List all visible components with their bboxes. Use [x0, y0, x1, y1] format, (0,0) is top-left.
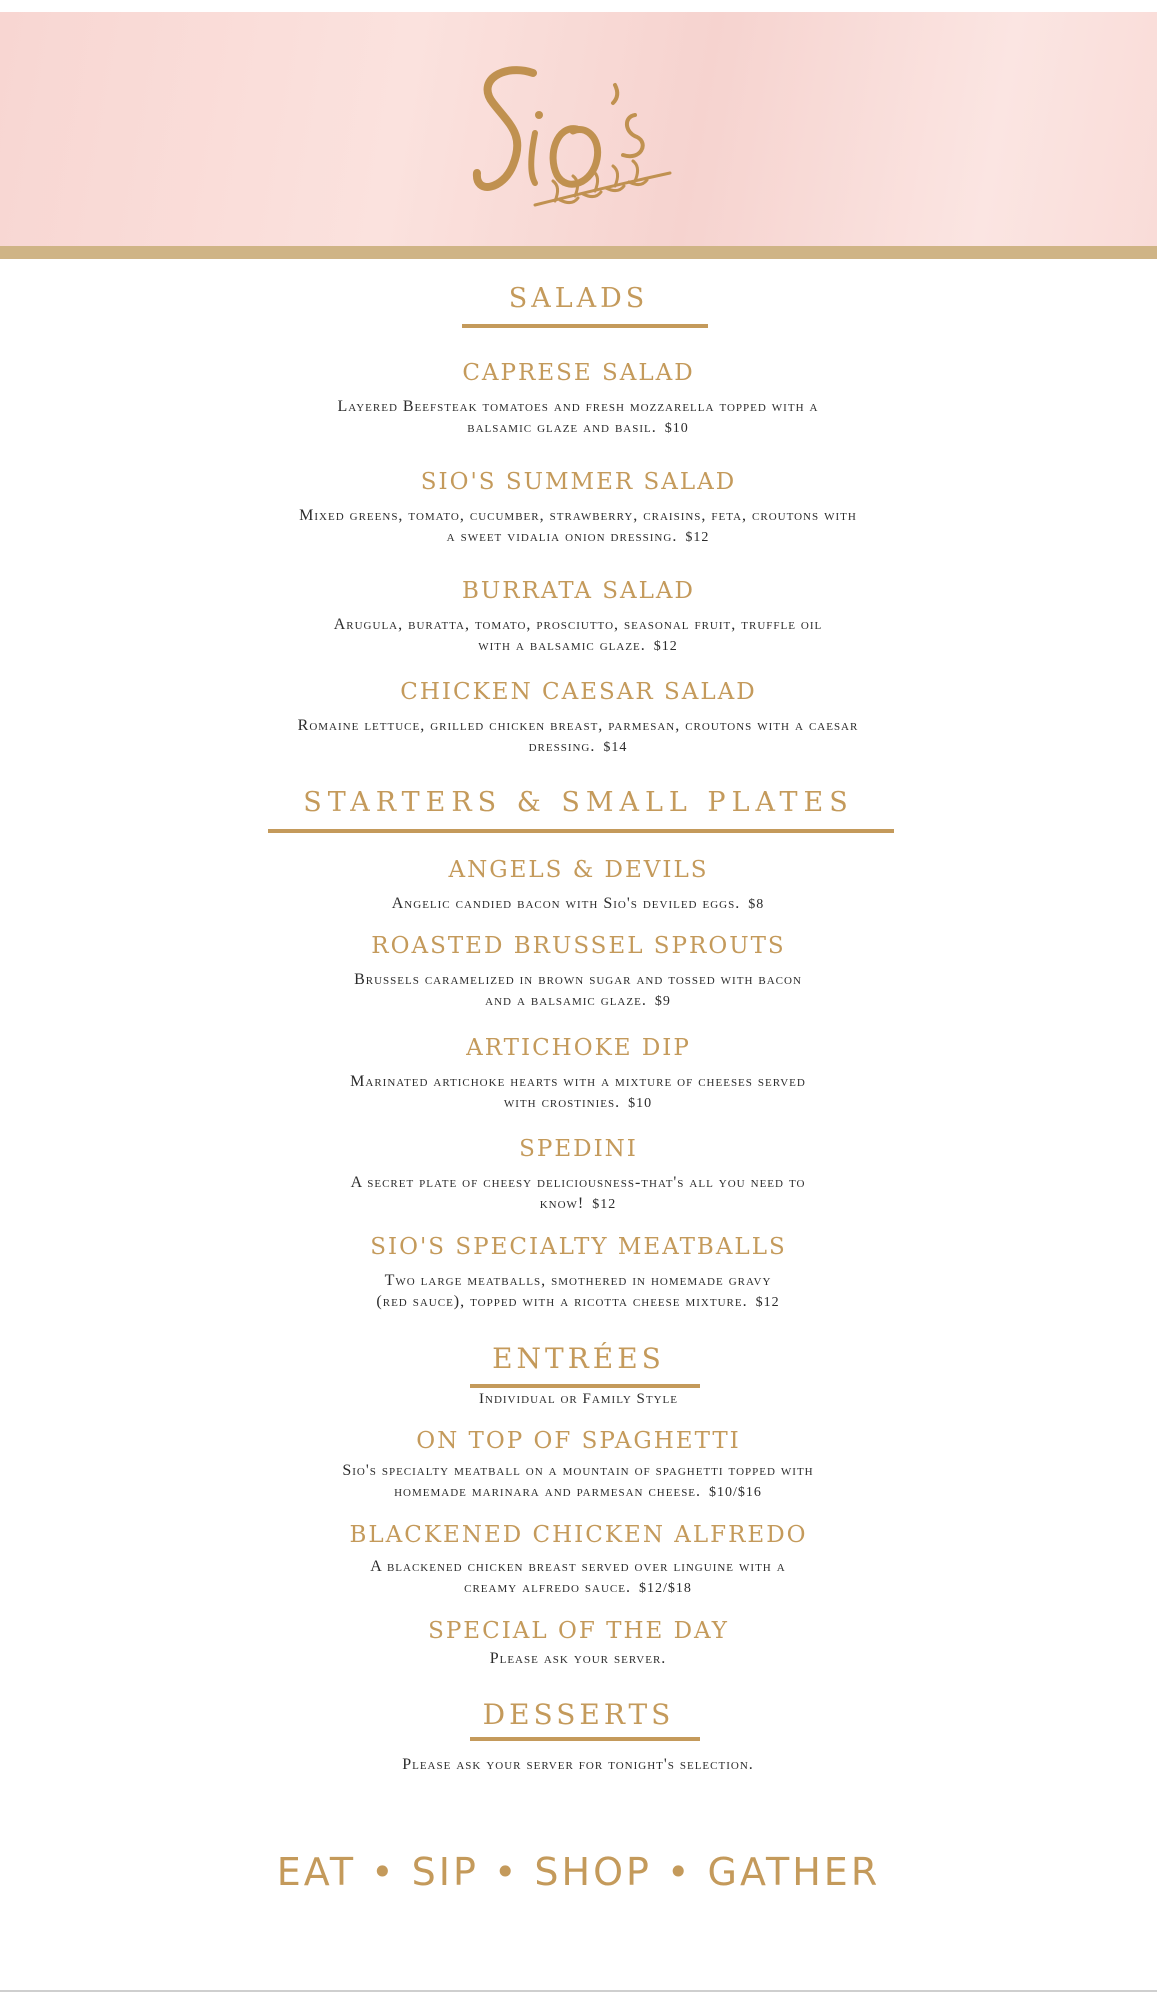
- item-description: Marinated artichoke hearts with a mixture of cheeses served with crostinies. $10: [350, 1073, 806, 1111]
- item-title: ARTICHOKE DIP: [466, 1035, 691, 1061]
- section-rule: [470, 1384, 700, 1388]
- bottom-border: [0, 1990, 1157, 1992]
- item-title: BLACKENED CHICKEN ALFREDO: [349, 1522, 808, 1548]
- section-title-entrees: ENTRÉES: [492, 1342, 665, 1375]
- price: $12/$18: [638, 1581, 692, 1596]
- section-rule: [470, 1737, 700, 1741]
- item-description: Romaine lettuce, grilled chicken breast, parmesan, croutons with a caesar dressing. $14: [297, 717, 859, 755]
- price: $8: [748, 897, 765, 912]
- item-title: BURRATA SALAD: [462, 578, 695, 604]
- item-description: Brussels caramelized in brown sugar and tossed with bacon and a balsamic glaze. $9: [354, 971, 802, 1009]
- item-title: ANGELS & DEVILS: [448, 857, 709, 883]
- sios-logo: [465, 55, 705, 225]
- item-title: CHICKEN CAESAR SALAD: [400, 679, 757, 705]
- item-title: ROASTED BRUSSEL SPROUTS: [371, 933, 786, 959]
- section-title-desserts: DESSERTS: [482, 1698, 675, 1731]
- item-title: SPECIAL OF THE DAY: [428, 1618, 729, 1644]
- item-title: SIO'S SPECIALTY MEATBALLS: [370, 1234, 787, 1260]
- price: $12: [755, 1295, 780, 1310]
- item-description: Two large meatballs, smothered in homemade gravy (red sauce), topped with a ricotta cheese mixture. $12: [376, 1272, 780, 1310]
- item-description: Angelic candied bacon with Sio's deviled eggs. $8: [391, 895, 765, 912]
- item-title: ON TOP OF SPAGHETTI: [416, 1428, 741, 1454]
- item-description: A blackened chicken breast served over linguine with a creamy alfredo sauce. $12/$18: [370, 1558, 786, 1596]
- price: $10: [664, 421, 689, 436]
- section-title-starters: STARTERS & SMALL PLATES: [303, 787, 854, 818]
- top-border: [0, 0, 1157, 12]
- item-description: Sio's specialty meatball on a mountain of spaghetti topped with homemade marinara and parmesan cheese. $10/$16: [342, 1462, 814, 1500]
- item-description: A secret plate of cheesy deliciousness-that's all you need to know! $12: [350, 1174, 806, 1212]
- desserts-note: Please ask your server for tonight's selection.: [402, 1756, 754, 1773]
- tagline: EAT • SIP • SHOP • GATHER: [276, 1850, 881, 1894]
- entrees-subtitle: Individual or Family Style: [479, 1391, 678, 1407]
- section-title-salads: SALADS: [508, 283, 649, 314]
- item-description: Arugula, buratta, tomato, prosciutto, seasonal fruit, truffle oil with a balsamic glaze. $12: [333, 616, 823, 654]
- gold-divider-bar: [0, 246, 1157, 259]
- price: $14: [603, 740, 628, 755]
- item-description: Layered Beefsteak tomatoes and fresh mozzarella topped with a balsamic glaze and basil. $10: [337, 398, 819, 436]
- item-description: Mixed greens, tomato, cucumber, strawberry, craisins, feta, croutons with a sweet vidalia onion dressing. $12: [299, 507, 857, 545]
- section-rule: [268, 829, 894, 833]
- item-title: CAPRESE SALAD: [462, 360, 695, 386]
- price: $10: [628, 1096, 653, 1111]
- price: $12: [685, 530, 710, 545]
- price: $12: [653, 639, 678, 654]
- item-description: Please ask your server.: [489, 1650, 667, 1667]
- price: $9: [654, 994, 671, 1009]
- item-title: SPEDINI: [519, 1136, 638, 1162]
- item-title: SIO'S SUMMER SALAD: [420, 469, 737, 495]
- price: $10/$16: [709, 1485, 762, 1500]
- price: $12: [592, 1197, 617, 1212]
- section-rule: [462, 324, 708, 328]
